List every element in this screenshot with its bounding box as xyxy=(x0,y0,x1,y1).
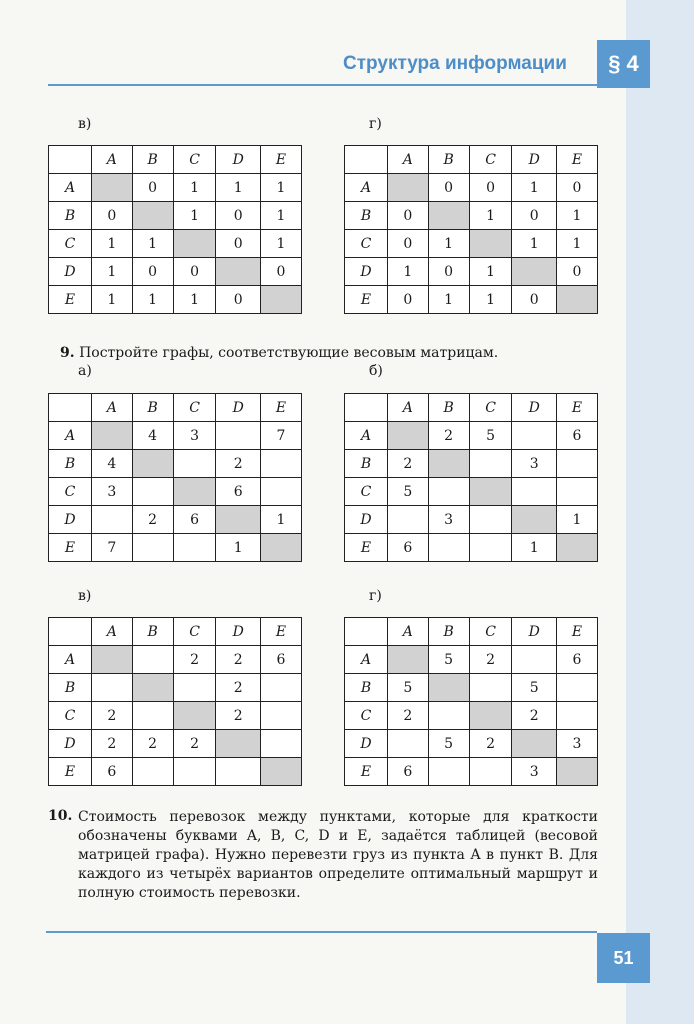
matrix-cell: 1 xyxy=(469,258,512,286)
matrix-cell: 2 xyxy=(388,450,429,478)
adjacency-matrix-v xyxy=(48,145,302,314)
matrix-row xyxy=(345,506,598,534)
matrix-cell: 1 xyxy=(173,286,216,314)
matrix-cell: 2 xyxy=(428,422,469,450)
subtask-label-g: г) xyxy=(369,116,382,132)
matrix-row-header: E xyxy=(49,286,92,314)
matrix-diagonal-cell xyxy=(469,230,512,258)
matrix-cell xyxy=(469,534,512,562)
matrix-row-header: B xyxy=(49,202,92,230)
subtask-label-v: в) xyxy=(78,116,92,132)
matrix-row xyxy=(345,286,598,314)
matrix-column-header: B xyxy=(428,146,469,174)
task-10-number: 10. xyxy=(48,808,73,824)
chapter-title: Структура информации xyxy=(343,53,567,74)
matrix-cell: 0 xyxy=(388,230,429,258)
task-text: Постройте графы, соответствующие весовым матрицам. xyxy=(79,345,499,361)
subtask-label-v2: в) xyxy=(78,588,92,604)
matrix-cell: 1 xyxy=(92,258,133,286)
matrix-row-header: D xyxy=(345,506,388,534)
matrix-column-header: B xyxy=(132,394,173,422)
subtask-label-g2: г) xyxy=(369,588,382,604)
matrix-row-header: A xyxy=(345,646,388,674)
matrix-cell xyxy=(428,702,469,730)
matrix-column-header: E xyxy=(557,618,598,646)
matrix-row-header: E xyxy=(345,286,388,314)
matrix-cell xyxy=(261,450,302,478)
matrix-row xyxy=(345,230,598,258)
task-number: 9. xyxy=(60,345,75,361)
subtask-label-a: а) xyxy=(78,363,92,379)
matrix-cell: 1 xyxy=(512,230,557,258)
matrix-cell: 1 xyxy=(261,174,302,202)
matrix-cell xyxy=(132,702,173,730)
matrix-diagonal-cell xyxy=(92,646,133,674)
matrix-column-header: B xyxy=(132,618,173,646)
matrix-cell: 1 xyxy=(557,202,598,230)
matrix-cell: 0 xyxy=(428,174,469,202)
matrix-cell: 4 xyxy=(132,422,173,450)
matrix-diagonal-cell xyxy=(261,534,302,562)
matrix-corner-cell xyxy=(49,394,92,422)
matrix-corner-cell xyxy=(345,618,388,646)
matrix-cell: 2 xyxy=(469,646,512,674)
matrix-cell: 1 xyxy=(216,534,261,562)
matrix-cell xyxy=(173,674,216,702)
matrix-cell: 0 xyxy=(216,286,261,314)
matrix-cell: 7 xyxy=(92,534,133,562)
matrix-cell: 1 xyxy=(92,286,133,314)
matrix-cell xyxy=(132,758,173,786)
matrix-column-header: D xyxy=(512,394,557,422)
matrix-cell xyxy=(428,478,469,506)
matrix-column-header: C xyxy=(469,394,512,422)
matrix-row xyxy=(345,758,598,786)
matrix-diagonal-cell xyxy=(132,450,173,478)
matrix-row xyxy=(49,286,302,314)
matrix-cell: 1 xyxy=(261,506,302,534)
matrix-cell xyxy=(92,506,133,534)
matrix-cell: 0 xyxy=(132,258,173,286)
matrix-row xyxy=(345,646,598,674)
matrix-cell: 0 xyxy=(512,202,557,230)
matrix-diagonal-cell xyxy=(173,478,216,506)
matrix-cell xyxy=(132,478,173,506)
matrix-cell xyxy=(469,758,512,786)
matrix-diagonal-cell xyxy=(557,534,598,562)
matrix-cell xyxy=(557,702,598,730)
matrix-row-header: A xyxy=(49,646,92,674)
matrix-cell: 2 xyxy=(216,646,261,674)
matrix-diagonal-cell xyxy=(388,646,429,674)
matrix-diagonal-cell xyxy=(92,174,133,202)
matrix-row xyxy=(345,730,598,758)
matrix-cell: 2 xyxy=(173,646,216,674)
matrix-diagonal-cell xyxy=(173,230,216,258)
matrix-header-row xyxy=(49,618,302,646)
matrix-cell: 1 xyxy=(388,258,429,286)
matrix-column-header: E xyxy=(261,618,302,646)
matrix-row xyxy=(49,174,302,202)
matrix-header-row xyxy=(49,394,302,422)
matrix-row-header: D xyxy=(345,730,388,758)
matrix-cell xyxy=(469,506,512,534)
matrix-header-row xyxy=(345,394,598,422)
matrix-cell: 5 xyxy=(388,478,429,506)
matrix-cell: 6 xyxy=(92,758,133,786)
matrix-cell xyxy=(469,450,512,478)
matrix-cell xyxy=(92,674,133,702)
matrix-row-header: C xyxy=(345,478,388,506)
matrix-column-header: E xyxy=(557,394,598,422)
matrix-column-header: A xyxy=(388,618,429,646)
matrix-cell: 3 xyxy=(428,506,469,534)
matrix-row-header: D xyxy=(49,506,92,534)
matrix-row-header: C xyxy=(49,702,92,730)
matrix-cell: 6 xyxy=(388,758,429,786)
matrix-cell xyxy=(132,534,173,562)
matrix-cell: 1 xyxy=(132,230,173,258)
matrix-cell: 0 xyxy=(557,174,598,202)
matrix-cell xyxy=(512,422,557,450)
matrix-cell: 5 xyxy=(428,646,469,674)
matrix-cell xyxy=(261,674,302,702)
matrix-cell: 2 xyxy=(512,702,557,730)
matrix-cell xyxy=(261,730,302,758)
matrix-row xyxy=(49,534,302,562)
matrix-diagonal-cell xyxy=(388,174,429,202)
matrix-cell: 5 xyxy=(428,730,469,758)
matrix-cell xyxy=(173,534,216,562)
matrix-cell: 1 xyxy=(469,286,512,314)
matrix-diagonal-cell xyxy=(512,730,557,758)
matrix-cell: 0 xyxy=(469,174,512,202)
matrix-cell xyxy=(261,702,302,730)
section-badge: § 4 xyxy=(597,40,650,88)
matrix-diagonal-cell xyxy=(428,674,469,702)
matrix-row xyxy=(49,506,302,534)
matrix-cell: 2 xyxy=(173,730,216,758)
matrix-row-header: B xyxy=(345,450,388,478)
matrix-diagonal-cell xyxy=(512,258,557,286)
matrix-cell: 3 xyxy=(173,422,216,450)
matrix-cell: 0 xyxy=(132,174,173,202)
matrix-cell: 6 xyxy=(216,478,261,506)
weight-matrix-g xyxy=(344,617,598,786)
matrix-diagonal-cell xyxy=(92,422,133,450)
matrix-cell: 1 xyxy=(428,230,469,258)
matrix-column-header: A xyxy=(92,618,133,646)
matrix-column-header: E xyxy=(557,146,598,174)
matrix-row-header: D xyxy=(49,258,92,286)
matrix-cell xyxy=(512,478,557,506)
weight-matrix-v xyxy=(48,617,302,786)
matrix-cell: 2 xyxy=(469,730,512,758)
matrix-cell xyxy=(216,422,261,450)
matrix-row xyxy=(345,702,598,730)
matrix-column-header: B xyxy=(132,146,173,174)
task-10-text: Стоимость перевозок между пунктами, которые для краткости обозначены буквами A, B, C, D и E, задаётся таблицей (весовой матрицей графа). Нужно перевезти груз из пункта A в пункт B. Для каждого из четырёх вариантов определите оптимальный маршрут и полную стоимость перевозки. xyxy=(78,809,598,901)
matrix-cell xyxy=(261,478,302,506)
matrix-cell xyxy=(388,506,429,534)
matrix-row xyxy=(49,674,302,702)
matrix-diagonal-cell xyxy=(388,422,429,450)
matrix-row-header: C xyxy=(345,702,388,730)
matrix-cell: 2 xyxy=(92,730,133,758)
matrix-header-row xyxy=(345,618,598,646)
header-divider xyxy=(48,84,626,86)
matrix-cell: 5 xyxy=(388,674,429,702)
matrix-row xyxy=(345,534,598,562)
weight-matrix-b xyxy=(344,393,598,562)
matrix-cell xyxy=(557,478,598,506)
matrix-row xyxy=(49,202,302,230)
matrix-diagonal-cell xyxy=(132,202,173,230)
matrix-cell: 1 xyxy=(428,286,469,314)
matrix-column-header: D xyxy=(512,146,557,174)
matrix-cell: 2 xyxy=(388,702,429,730)
matrix-cell: 0 xyxy=(173,258,216,286)
matrix-column-header: A xyxy=(92,146,133,174)
matrix-cell: 5 xyxy=(512,674,557,702)
matrix-cell: 0 xyxy=(557,258,598,286)
matrix-row xyxy=(49,422,302,450)
matrix-cell: 1 xyxy=(557,230,598,258)
matrix-cell: 0 xyxy=(428,258,469,286)
matrix-cell: 4 xyxy=(92,450,133,478)
matrix-cell: 3 xyxy=(557,730,598,758)
matrix-row xyxy=(49,730,302,758)
matrix-cell: 1 xyxy=(512,174,557,202)
matrix-column-header: D xyxy=(512,618,557,646)
matrix-cell: 6 xyxy=(388,534,429,562)
weight-matrix-a xyxy=(48,393,302,562)
matrix-column-header: E xyxy=(261,394,302,422)
matrix-column-header: C xyxy=(173,146,216,174)
matrix-cell: 2 xyxy=(132,506,173,534)
task-9-heading xyxy=(60,344,498,363)
matrix-row xyxy=(49,450,302,478)
matrix-column-header: C xyxy=(173,394,216,422)
matrix-cell: 2 xyxy=(92,702,133,730)
matrix-row xyxy=(49,230,302,258)
matrix-row-header: C xyxy=(49,478,92,506)
subtask-label-b: б) xyxy=(369,363,383,379)
matrix-cell: 0 xyxy=(261,258,302,286)
matrix-row-header: E xyxy=(345,758,388,786)
matrix-row-header: E xyxy=(345,534,388,562)
matrix-cell xyxy=(132,646,173,674)
matrix-row-header: C xyxy=(49,230,92,258)
matrix-column-header: D xyxy=(216,618,261,646)
matrix-row xyxy=(345,258,598,286)
matrix-cell: 1 xyxy=(512,534,557,562)
matrix-column-header: B xyxy=(428,394,469,422)
matrix-row-header: B xyxy=(49,450,92,478)
matrix-row xyxy=(345,674,598,702)
matrix-cell: 0 xyxy=(512,286,557,314)
matrix-row xyxy=(345,422,598,450)
matrix-diagonal-cell xyxy=(512,506,557,534)
matrix-cell: 0 xyxy=(388,286,429,314)
matrix-diagonal-cell xyxy=(557,286,598,314)
matrix-cell: 2 xyxy=(216,674,261,702)
matrix-row xyxy=(49,258,302,286)
matrix-cell: 7 xyxy=(261,422,302,450)
matrix-row xyxy=(345,450,598,478)
matrix-row-header: B xyxy=(345,674,388,702)
matrix-row-header: C xyxy=(345,230,388,258)
matrix-header-row xyxy=(345,146,598,174)
matrix-row-header: A xyxy=(49,422,92,450)
matrix-cell: 0 xyxy=(388,202,429,230)
matrix-diagonal-cell xyxy=(469,478,512,506)
matrix-cell: 1 xyxy=(557,506,598,534)
matrix-cell: 1 xyxy=(216,174,261,202)
matrix-row-header: E xyxy=(49,534,92,562)
matrix-cell xyxy=(557,674,598,702)
page-number: 51 xyxy=(597,933,650,983)
matrix-diagonal-cell xyxy=(261,758,302,786)
matrix-cell: 0 xyxy=(216,230,261,258)
matrix-corner-cell xyxy=(49,146,92,174)
matrix-column-header: B xyxy=(428,618,469,646)
matrix-column-header: A xyxy=(92,394,133,422)
matrix-cell: 1 xyxy=(261,230,302,258)
matrix-cell: 0 xyxy=(216,202,261,230)
matrix-diagonal-cell xyxy=(132,674,173,702)
matrix-diagonal-cell xyxy=(261,286,302,314)
matrix-cell: 6 xyxy=(557,422,598,450)
matrix-row-header: B xyxy=(345,202,388,230)
matrix-cell: 1 xyxy=(173,202,216,230)
matrix-row xyxy=(49,646,302,674)
matrix-cell: 5 xyxy=(469,422,512,450)
matrix-row-header: A xyxy=(345,422,388,450)
matrix-header-row xyxy=(49,146,302,174)
matrix-diagonal-cell xyxy=(428,450,469,478)
matrix-cell: 2 xyxy=(132,730,173,758)
matrix-cell xyxy=(388,730,429,758)
adjacency-matrix-g xyxy=(344,145,598,314)
matrix-cell: 6 xyxy=(261,646,302,674)
matrix-cell xyxy=(216,758,261,786)
matrix-cell: 1 xyxy=(132,286,173,314)
matrix-cell: 3 xyxy=(512,758,557,786)
matrix-cell: 1 xyxy=(261,202,302,230)
matrix-column-header: E xyxy=(261,146,302,174)
matrix-cell: 6 xyxy=(173,506,216,534)
matrix-cell xyxy=(557,450,598,478)
matrix-cell: 1 xyxy=(92,230,133,258)
matrix-column-header: C xyxy=(469,146,512,174)
matrix-column-header: D xyxy=(216,394,261,422)
matrix-cell: 6 xyxy=(557,646,598,674)
matrix-corner-cell xyxy=(345,394,388,422)
matrix-cell: 2 xyxy=(216,450,261,478)
matrix-cell xyxy=(173,758,216,786)
matrix-cell: 1 xyxy=(173,174,216,202)
matrix-column-header: A xyxy=(388,146,429,174)
matrix-diagonal-cell xyxy=(173,702,216,730)
matrix-cell: 3 xyxy=(512,450,557,478)
matrix-cell: 0 xyxy=(92,202,133,230)
matrix-cell xyxy=(428,534,469,562)
matrix-cell: 1 xyxy=(469,202,512,230)
matrix-row xyxy=(345,478,598,506)
matrix-row-header: B xyxy=(49,674,92,702)
matrix-cell xyxy=(173,450,216,478)
matrix-cell: 2 xyxy=(216,702,261,730)
matrix-cell: 3 xyxy=(92,478,133,506)
matrix-diagonal-cell xyxy=(216,506,261,534)
matrix-row-header: A xyxy=(345,174,388,202)
matrix-row xyxy=(345,202,598,230)
matrix-column-header: C xyxy=(469,618,512,646)
matrix-row xyxy=(49,478,302,506)
matrix-diagonal-cell xyxy=(557,758,598,786)
matrix-corner-cell xyxy=(49,618,92,646)
matrix-row-header: D xyxy=(49,730,92,758)
matrix-cell xyxy=(428,758,469,786)
matrix-diagonal-cell xyxy=(428,202,469,230)
matrix-row xyxy=(49,758,302,786)
matrix-cell xyxy=(512,646,557,674)
matrix-row-header: E xyxy=(49,758,92,786)
matrix-row xyxy=(345,174,598,202)
matrix-cell xyxy=(469,674,512,702)
matrix-row xyxy=(49,702,302,730)
matrix-column-header: D xyxy=(216,146,261,174)
matrix-diagonal-cell xyxy=(469,702,512,730)
matrix-column-header: A xyxy=(388,394,429,422)
matrix-row-header: A xyxy=(49,174,92,202)
matrix-row-header: D xyxy=(345,258,388,286)
matrix-diagonal-cell xyxy=(216,258,261,286)
matrix-diagonal-cell xyxy=(216,730,261,758)
matrix-corner-cell xyxy=(345,146,388,174)
page-margin-strip xyxy=(626,0,694,1024)
footer-divider xyxy=(46,931,597,933)
matrix-column-header: C xyxy=(173,618,216,646)
